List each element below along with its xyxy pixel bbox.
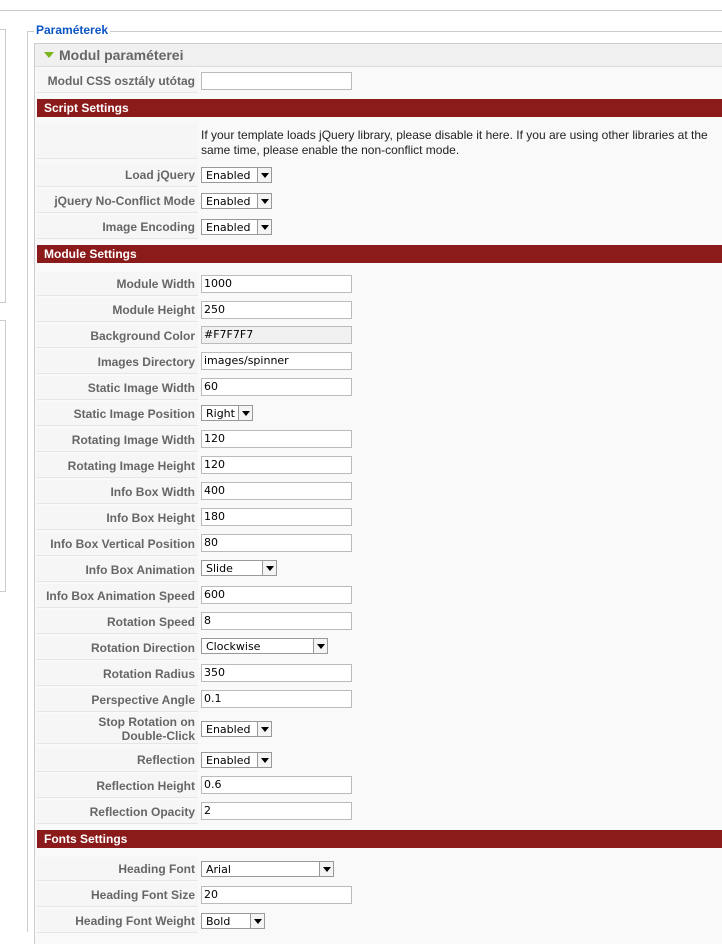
- param-label: Reflection: [37, 748, 198, 772]
- dropdown-arrow-icon: [319, 862, 333, 876]
- param-label: Rotation Direction: [37, 636, 198, 660]
- param-row: [35, 882, 722, 908]
- reflection-select[interactable]: Enabled: [201, 752, 272, 768]
- reflection-height-input[interactable]: 0.6: [201, 776, 352, 794]
- param-row: [35, 122, 722, 160]
- param-label: Heading Font Weight: [37, 909, 198, 933]
- section-header: Fonts Settings: [37, 830, 722, 848]
- param-row: [35, 635, 722, 661]
- module-parameters-panel: [34, 43, 722, 944]
- rotation-direction-select[interactable]: Clockwise: [201, 638, 328, 654]
- param-row: [35, 583, 722, 609]
- param-row: [35, 323, 722, 349]
- param-label: Heading Font Size: [37, 883, 198, 907]
- param-row: [35, 271, 722, 297]
- css-suffix-input[interactable]: [201, 72, 352, 90]
- module-height-input[interactable]: 250: [201, 301, 352, 319]
- param-row: [35, 609, 722, 635]
- param-label: Static Image Position: [37, 402, 198, 426]
- param-row: [35, 531, 722, 557]
- param-label: Background Color: [37, 324, 198, 348]
- param-row: [35, 505, 722, 531]
- info-box-height-input[interactable]: 180: [201, 508, 352, 526]
- param-row: [35, 427, 722, 453]
- perspective-angle-input[interactable]: 0.1: [201, 690, 352, 708]
- param-label: Images Directory: [37, 350, 198, 374]
- dropdown-arrow-icon: [250, 914, 264, 928]
- dropdown-arrow-icon: [257, 722, 271, 736]
- param-label: Info Box Height: [37, 506, 198, 530]
- images-directory-input[interactable]: images/spinner: [201, 352, 352, 370]
- expand-triangle-icon: [44, 52, 54, 58]
- param-row: [35, 188, 722, 214]
- param-label: Load jQuery: [37, 163, 198, 187]
- param-label: Rotation Speed: [37, 610, 198, 634]
- param-row: [35, 908, 722, 934]
- param-label: Info Box Vertical Position: [37, 532, 198, 556]
- left-sidebar-panel-edge: [0, 29, 6, 303]
- param-row: [35, 856, 722, 882]
- param-label: jQuery No-Conflict Mode: [37, 189, 198, 213]
- dropdown-arrow-icon: [257, 194, 271, 208]
- param-label: Static Image Width: [37, 376, 198, 400]
- info-box-width-input[interactable]: 400: [201, 482, 352, 500]
- top-divider: [0, 10, 722, 11]
- rotating-image-width-input[interactable]: 120: [201, 430, 352, 448]
- reflection-opacity-input[interactable]: 2: [201, 802, 352, 820]
- param-label: Modul CSS osztály utótag: [37, 69, 198, 93]
- info-box-animation-speed-input[interactable]: 600: [201, 586, 352, 604]
- dropdown-arrow-icon: [257, 168, 271, 182]
- heading-font-weight-select[interactable]: Bold: [201, 913, 265, 929]
- param-label: Perspective Angle: [37, 688, 198, 712]
- heading-font-size-input[interactable]: 20: [201, 886, 352, 904]
- module-width-input[interactable]: 1000: [201, 275, 352, 293]
- section-header: Module Settings: [37, 245, 722, 263]
- param-row: [35, 68, 722, 94]
- section-header: Script Settings: [37, 99, 722, 117]
- param-label: Info Box Animation Speed: [37, 584, 198, 608]
- rotation-radius-input[interactable]: 350: [201, 664, 352, 682]
- param-row: [35, 799, 722, 825]
- param-row: [35, 162, 722, 188]
- dropdown-arrow-icon: [313, 639, 327, 653]
- param-label: Heading Font: [37, 857, 198, 881]
- panel-title: Modul paraméterei: [59, 47, 184, 63]
- param-label: Image Encoding: [37, 215, 198, 239]
- no-conflict-select[interactable]: Enabled: [201, 193, 272, 209]
- param-label: Info Box Width: [37, 480, 198, 504]
- left-sidebar-panel-edge: [0, 320, 6, 592]
- dropdown-arrow-icon: [257, 220, 271, 234]
- dropdown-arrow-icon: [262, 561, 276, 575]
- param-row: [35, 401, 722, 427]
- param-row: [35, 661, 722, 687]
- param-row: [35, 687, 722, 713]
- panel-toggle-header[interactable]: [35, 44, 722, 67]
- static-image-width-input[interactable]: 60: [201, 378, 352, 396]
- param-label: Reflection Height: [37, 774, 198, 798]
- param-label: Info Box Animation: [37, 558, 198, 582]
- param-row: [35, 773, 722, 799]
- param-row: [35, 557, 722, 583]
- fieldset-legend: Paraméterek: [36, 23, 109, 37]
- param-label-line: Stop Rotation on: [98, 714, 195, 729]
- param-row: [35, 349, 722, 375]
- background-color-input[interactable]: #F7F7F7: [201, 326, 352, 344]
- info-box-animation-select[interactable]: Slide: [201, 560, 277, 576]
- param-row: [35, 375, 722, 401]
- param-label: [37, 714, 198, 744]
- info-box-vertical-position-input[interactable]: 80: [201, 534, 352, 552]
- param-label: [37, 123, 198, 159]
- param-row: [35, 713, 722, 745]
- static-image-position-select[interactable]: Right: [201, 405, 253, 421]
- param-row: [35, 453, 722, 479]
- dropdown-arrow-icon: [257, 753, 271, 767]
- param-label: Module Width: [37, 272, 198, 296]
- info-note: If your template loads jQuery library, please disable it here. If you are using other libraries at the same time, please enable the non-conflict mode.: [201, 128, 708, 157]
- load-jquery-select[interactable]: Enabled: [201, 167, 272, 183]
- param-label: Module Height: [37, 298, 198, 322]
- dropdown-arrow-icon: [238, 406, 252, 420]
- param-row: [35, 479, 722, 505]
- param-label: Rotating Image Width: [37, 428, 198, 452]
- rotating-image-height-input[interactable]: 120: [201, 456, 352, 474]
- param-label: Rotation Radius: [37, 662, 198, 686]
- param-row: [35, 214, 722, 240]
- stop-rotation-select[interactable]: Enabled: [201, 721, 272, 737]
- param-label-line: Double-Click: [121, 728, 195, 743]
- rotation-speed-input[interactable]: 8: [201, 612, 352, 630]
- image-encoding-select[interactable]: Enabled: [201, 219, 272, 235]
- heading-font-select[interactable]: Arial: [201, 861, 334, 877]
- param-row: [35, 297, 722, 323]
- param-row: [35, 747, 722, 773]
- param-label: Reflection Opacity: [37, 800, 198, 824]
- param-label: Rotating Image Height: [37, 454, 198, 478]
